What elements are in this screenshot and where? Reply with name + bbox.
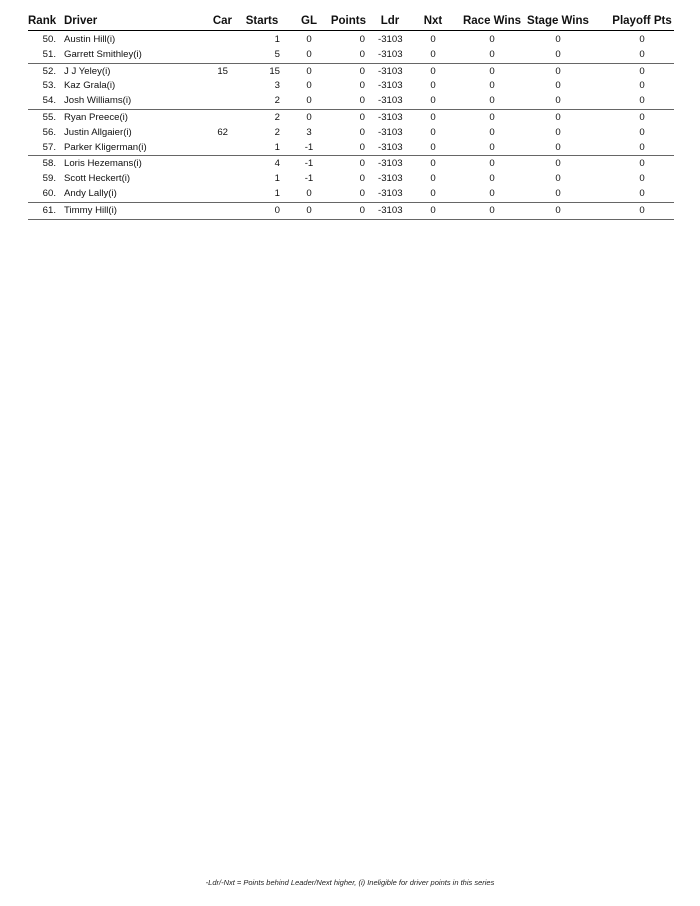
cell-driver: Josh Williams(i): [64, 95, 132, 107]
cell-ldr: -3103: [378, 187, 403, 199]
cell-ldr: -3103: [378, 158, 403, 170]
cell-starts: 1: [274, 187, 280, 199]
cell-stage-wins: 0: [555, 80, 561, 92]
table-row: [28, 33, 674, 48]
table-row: [28, 111, 674, 126]
cell-race-wins: 0: [489, 141, 495, 153]
cell-driver: Scott Heckert(i): [64, 173, 131, 185]
cell-ldr: -3103: [378, 95, 403, 107]
cell-ldr: -3103: [378, 204, 403, 216]
cell-race-wins: 0: [489, 80, 495, 92]
cell-stage-wins: 0: [555, 48, 561, 60]
cell-race-wins: 0: [489, 158, 495, 170]
cell-playoff-pts: 0: [639, 126, 645, 138]
header-driver: Driver: [64, 15, 98, 27]
cell-race-wins: 0: [489, 34, 495, 45]
cell-rank: 57.: [42, 141, 56, 153]
cell-stage-wins: 0: [555, 173, 561, 185]
table-row: [28, 204, 674, 219]
header-nxt: Nxt: [423, 15, 443, 27]
cell-starts: 2: [274, 95, 280, 107]
cell-starts: 1: [274, 173, 280, 185]
cell-race-wins: 0: [489, 48, 495, 60]
cell-ldr: -3103: [378, 173, 403, 185]
cell-starts: 1: [274, 34, 280, 45]
cell-starts: 0: [274, 204, 280, 216]
cell-playoff-pts: 0: [639, 158, 645, 170]
cell-stage-wins: 0: [555, 187, 561, 199]
cell-playoff-pts: 0: [639, 204, 645, 216]
cell-starts: 2: [274, 126, 280, 138]
table-row: [28, 48, 674, 63]
cell-points: 0: [359, 187, 365, 199]
cell-points: 0: [359, 95, 365, 107]
header-playoff-pts: Playoff Pts: [612, 15, 672, 27]
cell-nxt: 0: [430, 95, 436, 107]
cell-points: 0: [359, 111, 365, 123]
cell-playoff-pts: 0: [639, 65, 645, 77]
table-row: [28, 79, 674, 94]
table-header: [28, 15, 674, 31]
cell-driver: Timmy Hill(i): [64, 204, 117, 216]
cell-car: 15: [217, 65, 228, 77]
table-row: [28, 65, 674, 80]
cell-points: 0: [359, 80, 365, 92]
cell-driver: Austin Hill(i): [64, 34, 116, 45]
cell-nxt: 0: [430, 111, 436, 123]
cell-gl: 0: [306, 34, 312, 45]
cell-stage-wins: 0: [555, 95, 561, 107]
cell-points: 0: [359, 48, 365, 60]
cell-nxt: 0: [430, 158, 436, 170]
cell-ldr: -3103: [378, 65, 403, 77]
cell-rank: 53.: [42, 80, 56, 92]
cell-gl: 0: [306, 111, 312, 123]
cell-playoff-pts: 0: [639, 187, 645, 199]
cell-nxt: 0: [430, 34, 436, 45]
cell-points: 0: [359, 34, 365, 45]
cell-points: 0: [359, 173, 365, 185]
cell-playoff-pts: 0: [639, 34, 645, 45]
header-race-wins: Race Wins: [462, 15, 522, 27]
cell-car: 62: [217, 126, 228, 138]
cell-points: 0: [359, 158, 365, 170]
cell-gl: -1: [304, 158, 314, 170]
row-group: [28, 202, 674, 219]
header-ldr: Ldr: [380, 15, 400, 27]
cell-rank: 52.: [42, 65, 56, 77]
cell-race-wins: 0: [489, 65, 495, 77]
cell-stage-wins: 0: [555, 204, 561, 216]
cell-points: 0: [359, 141, 365, 153]
cell-rank: 59.: [42, 173, 56, 185]
cell-playoff-pts: 0: [639, 48, 645, 60]
cell-ldr: -3103: [378, 80, 403, 92]
cell-playoff-pts: 0: [639, 111, 645, 123]
cell-ldr: -3103: [378, 48, 403, 60]
cell-starts: 3: [274, 80, 280, 92]
standings-table: [28, 15, 674, 220]
cell-gl: 0: [306, 80, 312, 92]
cell-stage-wins: 0: [555, 141, 561, 153]
cell-gl: 0: [306, 95, 312, 107]
cell-driver: Kaz Grala(i): [64, 80, 116, 92]
cell-points: 0: [359, 126, 365, 138]
cell-ldr: -3103: [378, 111, 403, 123]
header-starts: Starts: [245, 15, 279, 27]
cell-gl: 0: [306, 65, 312, 77]
cell-gl: 0: [306, 187, 312, 199]
header-car: Car: [212, 15, 232, 27]
cell-nxt: 0: [430, 65, 436, 77]
table-row: [28, 172, 674, 187]
table-row: [28, 157, 674, 172]
cell-rank: 56.: [42, 126, 56, 138]
cell-driver: Ryan Preece(i): [64, 111, 128, 123]
cell-starts: 2: [274, 111, 280, 123]
cell-driver: Justin Allgaier(i): [64, 126, 132, 138]
cell-race-wins: 0: [489, 111, 495, 123]
cell-starts: 4: [274, 158, 280, 170]
table-row: [28, 141, 674, 156]
cell-stage-wins: 0: [555, 34, 561, 45]
cell-gl: -1: [304, 141, 314, 153]
cell-starts: 15: [269, 65, 280, 77]
cell-race-wins: 0: [489, 204, 495, 216]
cell-driver: Garrett Smithley(i): [64, 48, 142, 60]
cell-stage-wins: 0: [555, 65, 561, 77]
cell-driver: Andy Lally(i): [64, 187, 117, 199]
cell-gl: -1: [304, 173, 314, 185]
cell-driver: Loris Hezemans(i): [64, 158, 142, 170]
cell-gl: 3: [306, 126, 312, 138]
row-group: [28, 31, 674, 63]
row-group: [28, 63, 674, 109]
row-group: [28, 109, 674, 155]
cell-points: 0: [359, 65, 365, 77]
cell-race-wins: 0: [489, 126, 495, 138]
table-body: [28, 31, 674, 219]
cell-driver: J J Yeley(i): [64, 65, 111, 77]
cell-stage-wins: 0: [555, 158, 561, 170]
cell-playoff-pts: 0: [639, 141, 645, 153]
cell-stage-wins: 0: [555, 126, 561, 138]
header-rank: Rank: [28, 15, 57, 27]
cell-ldr: -3103: [378, 126, 403, 138]
cell-race-wins: 0: [489, 187, 495, 199]
cell-ldr: -3103: [378, 141, 403, 153]
cell-rank: 55.: [42, 111, 56, 123]
cell-stage-wins: 0: [555, 111, 561, 123]
cell-nxt: 0: [430, 187, 436, 199]
cell-rank: 51.: [42, 48, 56, 60]
cell-gl: 0: [306, 204, 312, 216]
table-row: [28, 126, 674, 141]
cell-nxt: 0: [430, 141, 436, 153]
cell-nxt: 0: [430, 126, 436, 138]
cell-playoff-pts: 0: [639, 80, 645, 92]
cell-driver: Parker Kligerman(i): [64, 141, 147, 153]
cell-race-wins: 0: [489, 173, 495, 185]
cell-nxt: 0: [430, 173, 436, 185]
footnote: -Ldr/-Nxt = Points behind Leader/Next higher, (i) Ineligible for driver points in this series: [205, 878, 495, 887]
row-group: [28, 155, 674, 201]
header-gl: GL: [301, 15, 317, 27]
header-points: Points: [330, 15, 366, 27]
cell-rank: 58.: [42, 158, 56, 170]
cell-nxt: 0: [430, 204, 436, 216]
table-bottom-rule: [28, 219, 674, 220]
table-row: [28, 94, 674, 109]
cell-rank: 50.: [42, 34, 56, 45]
table-row: [28, 187, 674, 202]
cell-ldr: -3103: [378, 34, 403, 45]
cell-rank: 60.: [42, 187, 56, 199]
cell-race-wins: 0: [489, 95, 495, 107]
header-stage-wins: Stage Wins: [527, 15, 589, 27]
cell-points: 0: [359, 204, 365, 216]
cell-nxt: 0: [430, 48, 436, 60]
cell-starts: 5: [274, 48, 280, 60]
cell-nxt: 0: [430, 80, 436, 92]
cell-gl: 0: [306, 48, 312, 60]
cell-rank: 61.: [42, 204, 56, 216]
cell-playoff-pts: 0: [639, 95, 645, 107]
cell-rank: 54.: [42, 95, 56, 107]
cell-starts: 1: [274, 141, 280, 153]
cell-playoff-pts: 0: [639, 173, 645, 185]
